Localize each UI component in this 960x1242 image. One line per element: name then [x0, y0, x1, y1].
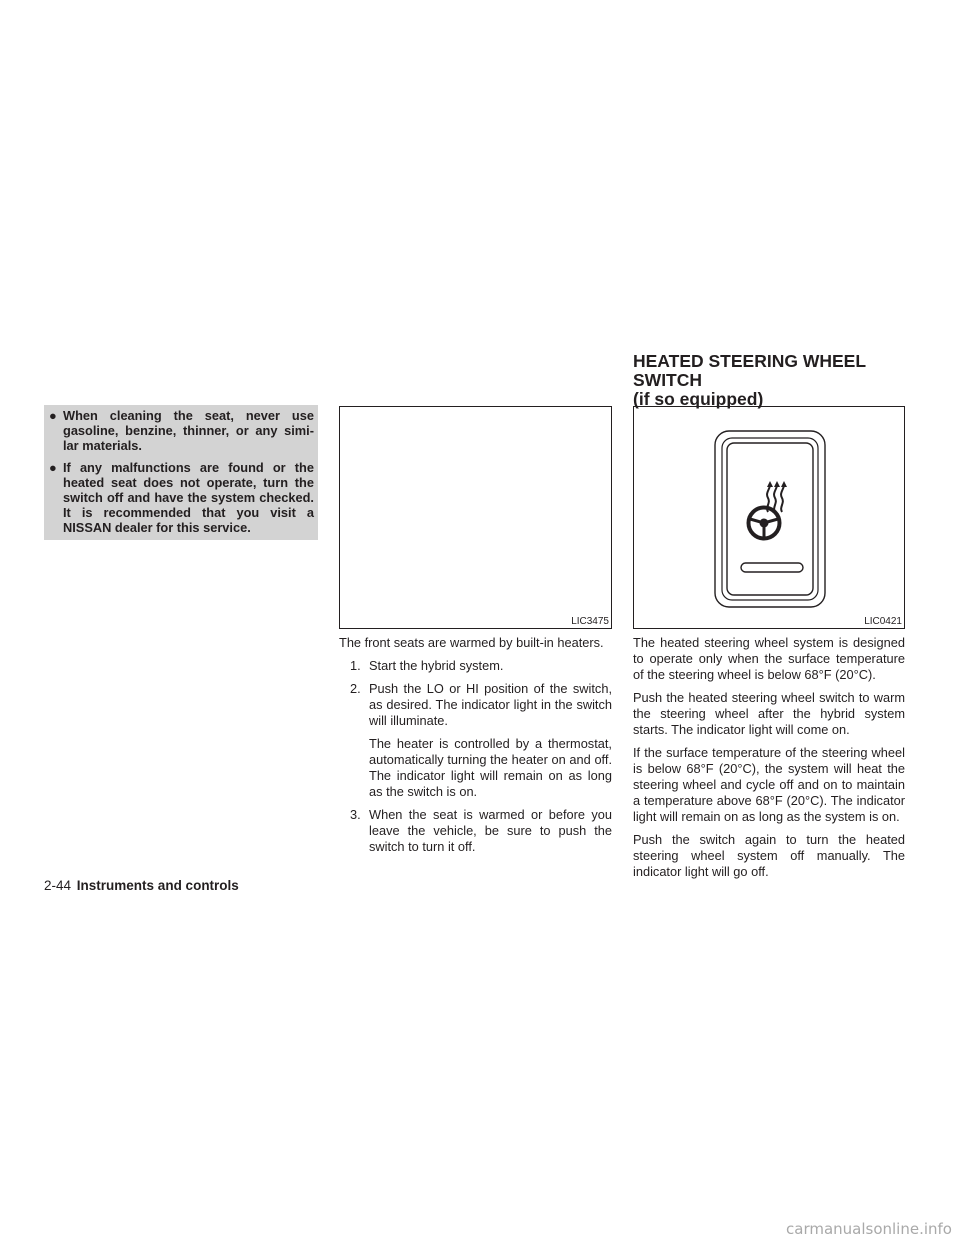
- body-paragraph: Push the switch again to turn the heated steering wheel system off manually. The indicator light will go off.: [633, 832, 905, 879]
- bullet: ●: [49, 460, 57, 475]
- step-item: [339, 807, 612, 855]
- step-item: [339, 658, 612, 674]
- intro-paragraph: The front seats are warmed by built-in heaters.: [339, 635, 604, 650]
- body-paragraph: If the surface temperature of the steering wheel is below 68°F (20°C), the system will heat the steering wheel and cycle off and on to maintain a temperature above 68°F (20°C). The indicator light will remain on as long as the system is on.: [633, 745, 905, 824]
- caution-text: If any malfunctions are found or the heated seat does not operate, turn the switch off and have the system checked. It is recommended that you visit a NISSAN dealer for this service.: [63, 460, 314, 535]
- step-item: [339, 681, 612, 800]
- step-list: [339, 658, 612, 855]
- figure-steering-wheel-switch: [633, 406, 905, 629]
- caution-item: [49, 460, 314, 535]
- section-heading: [633, 352, 933, 409]
- step-number: 3.: [350, 807, 361, 822]
- watermark: carmanualsonline.info: [786, 1220, 952, 1238]
- caution-text: When cleaning the seat, never use gasoline, benzine, thinner, or any simi- lar materials.: [63, 408, 314, 453]
- heading-title: HEATED STEERING WHEEL SWITCH: [633, 351, 866, 390]
- heated-seat-instructions: [339, 635, 612, 862]
- figure-code: LIC3475: [571, 616, 609, 627]
- body-paragraph: Push the heated steering wheel switch to warm the steering wheel after the hybrid system starts. The indicator light will come on.: [633, 690, 905, 737]
- step-number: 2.: [350, 681, 361, 696]
- steering-wheel-description: [633, 635, 905, 887]
- caution-box: [44, 405, 318, 540]
- body-paragraph: The heated steering wheel system is designed to operate only when the surface temperature of the steering wheel is below 68°F (20°C).: [633, 635, 905, 682]
- step-number: 1.: [350, 658, 361, 673]
- page-number: 2-44: [44, 878, 72, 893]
- figure-heated-seat: [339, 406, 612, 629]
- caution-item: [49, 408, 314, 453]
- figure-code: LIC0421: [864, 616, 902, 627]
- bullet: ●: [49, 408, 57, 423]
- step-text: When the seat is warmed or before you leave the vehicle, be sure to push the switch to turn it off.: [369, 807, 612, 854]
- page-footer: [44, 878, 239, 894]
- heading-subtitle: (if so equipped): [633, 389, 764, 409]
- heated-steering-wheel-switch-icon: [714, 430, 826, 608]
- section-title: Instruments and controls: [76, 878, 239, 893]
- step-note: The heater is controlled by a thermostat, automatically turning the heater on and off. The indicator light will remain on as long as the switch is on.: [369, 736, 612, 799]
- step-text: Push the LO or HI position of the switch, as desired. The indicator light in the switch will illuminate.: [369, 681, 612, 728]
- step-text: Start the hybrid system.: [369, 658, 504, 673]
